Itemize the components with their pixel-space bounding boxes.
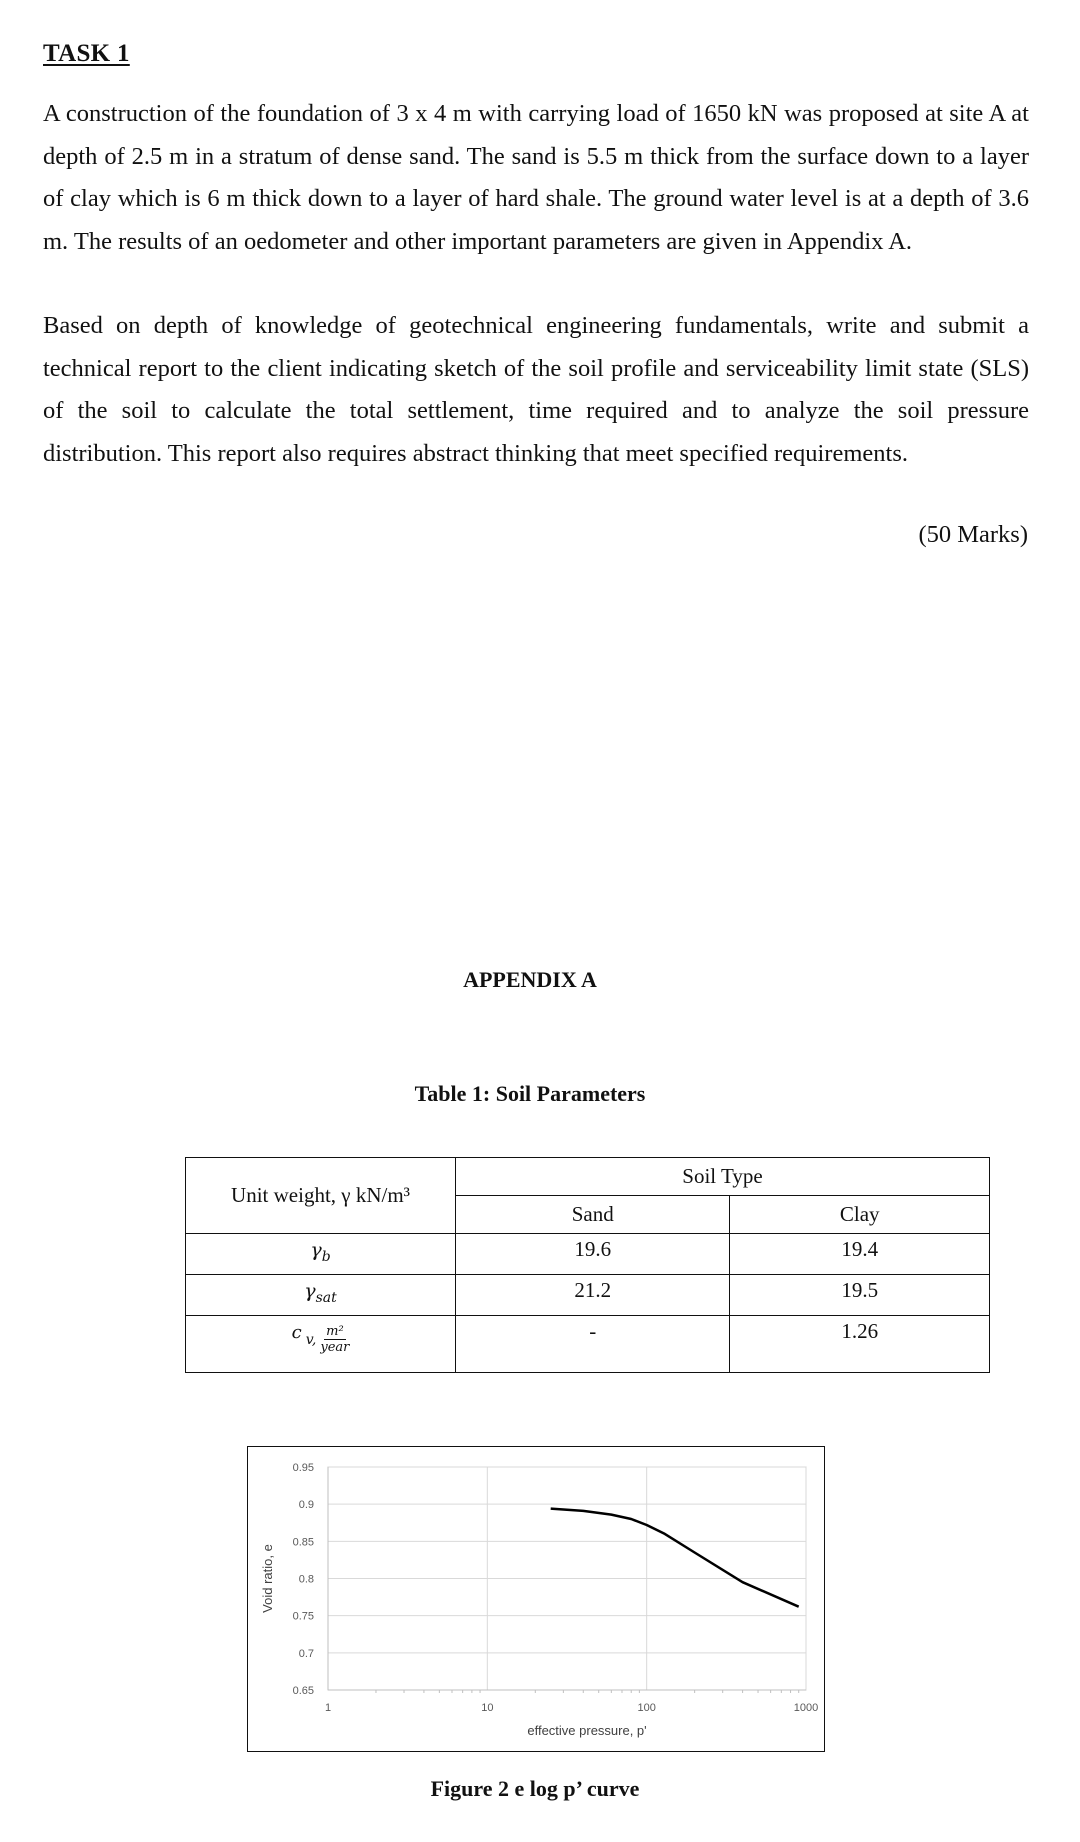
y-tick-label: 0.65	[292, 1685, 314, 1697]
clay-gamma-sat: 19.5	[730, 1275, 990, 1316]
table-caption: Table 1: Soil Parameters	[414, 1081, 646, 1106]
symbol-gamma-b: $\gamma_b$	[186, 1234, 456, 1275]
task-title: TASK 1	[43, 40, 130, 67]
sand-gamma-b: 19.6	[456, 1234, 730, 1275]
series-line	[551, 1509, 799, 1607]
sand-gamma-sat: 21.2	[456, 1275, 730, 1316]
appendix-title: APPENDIX A	[463, 967, 597, 992]
y-tick-label: 0.85	[292, 1536, 314, 1549]
table-row	[186, 1275, 990, 1316]
x-tick-label: 1000	[793, 1702, 819, 1714]
e-log-p-chart	[247, 1446, 825, 1752]
y-tick-label: 0.9	[298, 1499, 314, 1512]
figure-caption: Figure 2 e log p’ curve	[430, 1776, 640, 1801]
symbol-cv: c v, $\frac{\text{m²}}{\text{year}}$	[186, 1316, 456, 1373]
clay-cv: 1.26	[730, 1316, 990, 1373]
y-tick-label: 0.8	[298, 1573, 314, 1586]
header-clay: Clay	[730, 1196, 990, 1234]
header-unit-weight: Unit weight, γ kN/m³	[186, 1158, 456, 1234]
sand-cv: -	[456, 1316, 730, 1373]
header-sand: Sand	[456, 1196, 730, 1234]
task-requirements: Based on depth of knowledge of geotechnical engineering fundamentals, write and submit a technical report to the client indicating sketch of the soil profile and serviceability limit state (SLS) of the soil to calculate the total settlement, time required and to analyze the soil pressure distribution. This report also requires abstract thinking that meet specified requirements.	[43, 312, 1029, 467]
x-axis-label: effective pressure, p'	[527, 1723, 647, 1738]
symbol-gamma-sat: $\gamma_{sat}$	[186, 1275, 456, 1316]
table-row	[186, 1316, 990, 1373]
table-row	[186, 1234, 990, 1275]
y-axis-label: Void ratio, e	[260, 1544, 275, 1613]
header-soil-type: Soil Type	[456, 1158, 990, 1196]
soil-parameters-table	[185, 1157, 990, 1373]
chart-svg	[248, 1447, 824, 1751]
x-tick-label: 100	[637, 1702, 656, 1714]
clay-gamma-b: 19.4	[730, 1234, 990, 1275]
y-tick-label: 0.7	[298, 1647, 314, 1660]
y-tick-label: 0.75	[292, 1610, 314, 1623]
marks-label: (50 Marks)	[918, 521, 1028, 548]
x-tick-label: 10	[481, 1702, 494, 1714]
y-tick-label: 0.95	[292, 1462, 314, 1474]
x-tick-label: 1	[324, 1702, 332, 1714]
task-description: A construction of the foundation of 3 x 4 m with carrying load of 1650 kN was proposed at site A at depth of 2.5 m in a stratum of dense sand. The sand is 5.5 m thick from the surface down to a layer of clay which is 6 m thick down to a layer of hard shale. The ground water level is at a depth of 3.6 m. The results of an oedometer and other important parameters are given in Appendix A.	[43, 100, 1029, 255]
